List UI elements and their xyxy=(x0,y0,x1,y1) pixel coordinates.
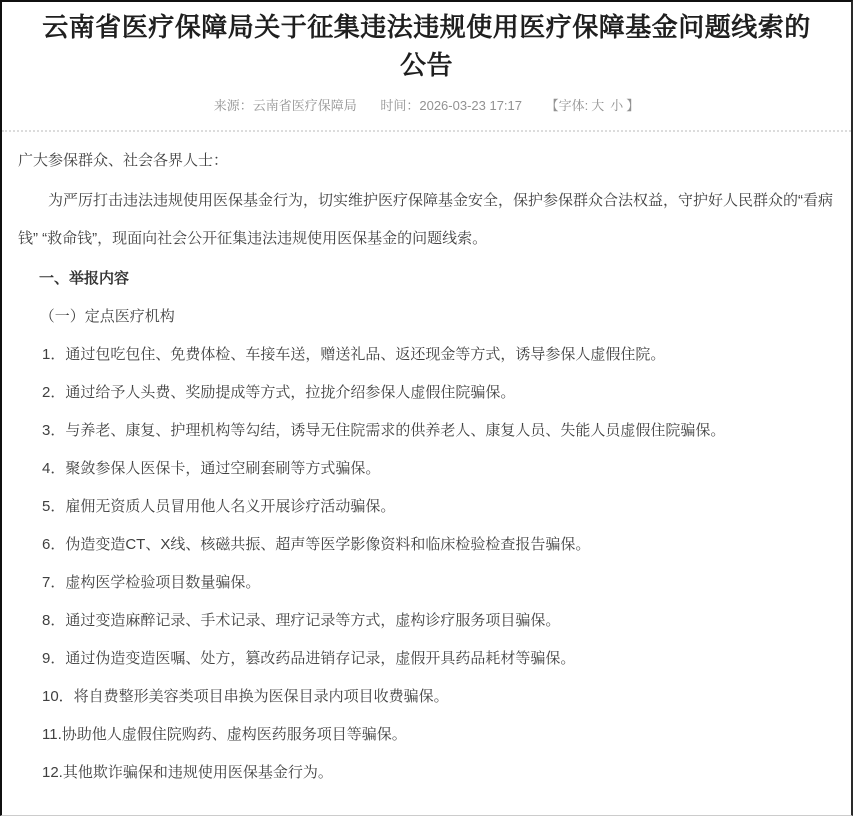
lead-paragraph: 为严厉打击违法违规使用医保基金行为，切实维护医疗保障基金安全，保护参保群众合法权益，守护好人民群众的“看病钱” “救命钱”，现面向社会公开征集违法违规使用医保基金的问题线索。 xyxy=(18,192,834,247)
source-label: 来源： xyxy=(213,98,253,113)
document-header xyxy=(2,2,851,132)
source-value: 云南省医疗保障局 xyxy=(252,98,357,113)
report-item-8: 8．通过变造麻醉记录、手术记录、理疗记录等方式，虚构诊疗服务项目骗保。 xyxy=(42,612,561,629)
report-item-11: 11.协助他人虚假住院购药、虚构医药服务项目等骗保。 xyxy=(42,726,407,743)
announcement-page xyxy=(2,2,851,815)
greeting-line: 广大参保群众、社会各界人士： xyxy=(18,152,229,169)
report-item-4: 4．聚敛参保人医保卡，通过空刷套刷等方式骗保。 xyxy=(42,460,381,477)
report-item-9: 9．通过伪造变造医嘱、处方，篡改药品进销存记录，虚假开具药品耗材等骗保。 xyxy=(42,650,576,667)
report-item-6: 6．伪造变造CT、X线、核磁共振、超声等医学影像资料和临床检验检查报告骗保。 xyxy=(42,536,591,553)
font-size-large-button[interactable]: 大 xyxy=(591,98,605,113)
time-group xyxy=(380,98,522,113)
section-heading-report-content: 一、举报内容 xyxy=(39,270,130,287)
report-item-1: 1．通过包吃包住、免费体检、车接车送，赠送礼品、返还现金等方式，诱导参保人虚假住院。 xyxy=(42,346,666,363)
report-item-12: 12.其他欺诈骗保和违规使用医保基金行为。 xyxy=(42,764,333,781)
report-item-10: 10．将自费整形美容类项目串换为医保目录内项目收费骗保。 xyxy=(42,688,449,705)
report-item-7: 7．虚构医学检验项目数量骗保。 xyxy=(42,574,261,591)
page-title: 云南省医疗保障局关于征集违法违规使用医疗保障基金问题线索的公告 xyxy=(42,12,811,80)
meta-bar xyxy=(2,96,851,116)
time-label: 时间： xyxy=(380,98,420,113)
font-size-control xyxy=(546,98,640,113)
font-control-bracket-open: 【字体: xyxy=(545,98,589,113)
report-item-2: 2．通过给予人头费、奖励提成等方式，拉拢介绍参保人虚假住院骗保。 xyxy=(42,384,516,401)
font-size-small-button[interactable]: 小 xyxy=(610,98,624,113)
report-item-3: 3．与养老、康复、护理机构等勾结，诱导无住院需求的供养老人、康复人员、失能人员虚假住院骗保。 xyxy=(42,422,726,439)
article-body xyxy=(2,132,851,792)
time-value: 2026-03-23 17:17 xyxy=(419,98,523,113)
subsection-heading-designated-medical-institutions: （一）定点医疗机构 xyxy=(39,308,175,325)
source-group xyxy=(214,98,357,113)
font-control-bracket-close: 】 xyxy=(626,98,640,113)
report-item-5: 5．雇佣无资质人员冒用他人名义开展诊疗活动骗保。 xyxy=(42,498,396,515)
